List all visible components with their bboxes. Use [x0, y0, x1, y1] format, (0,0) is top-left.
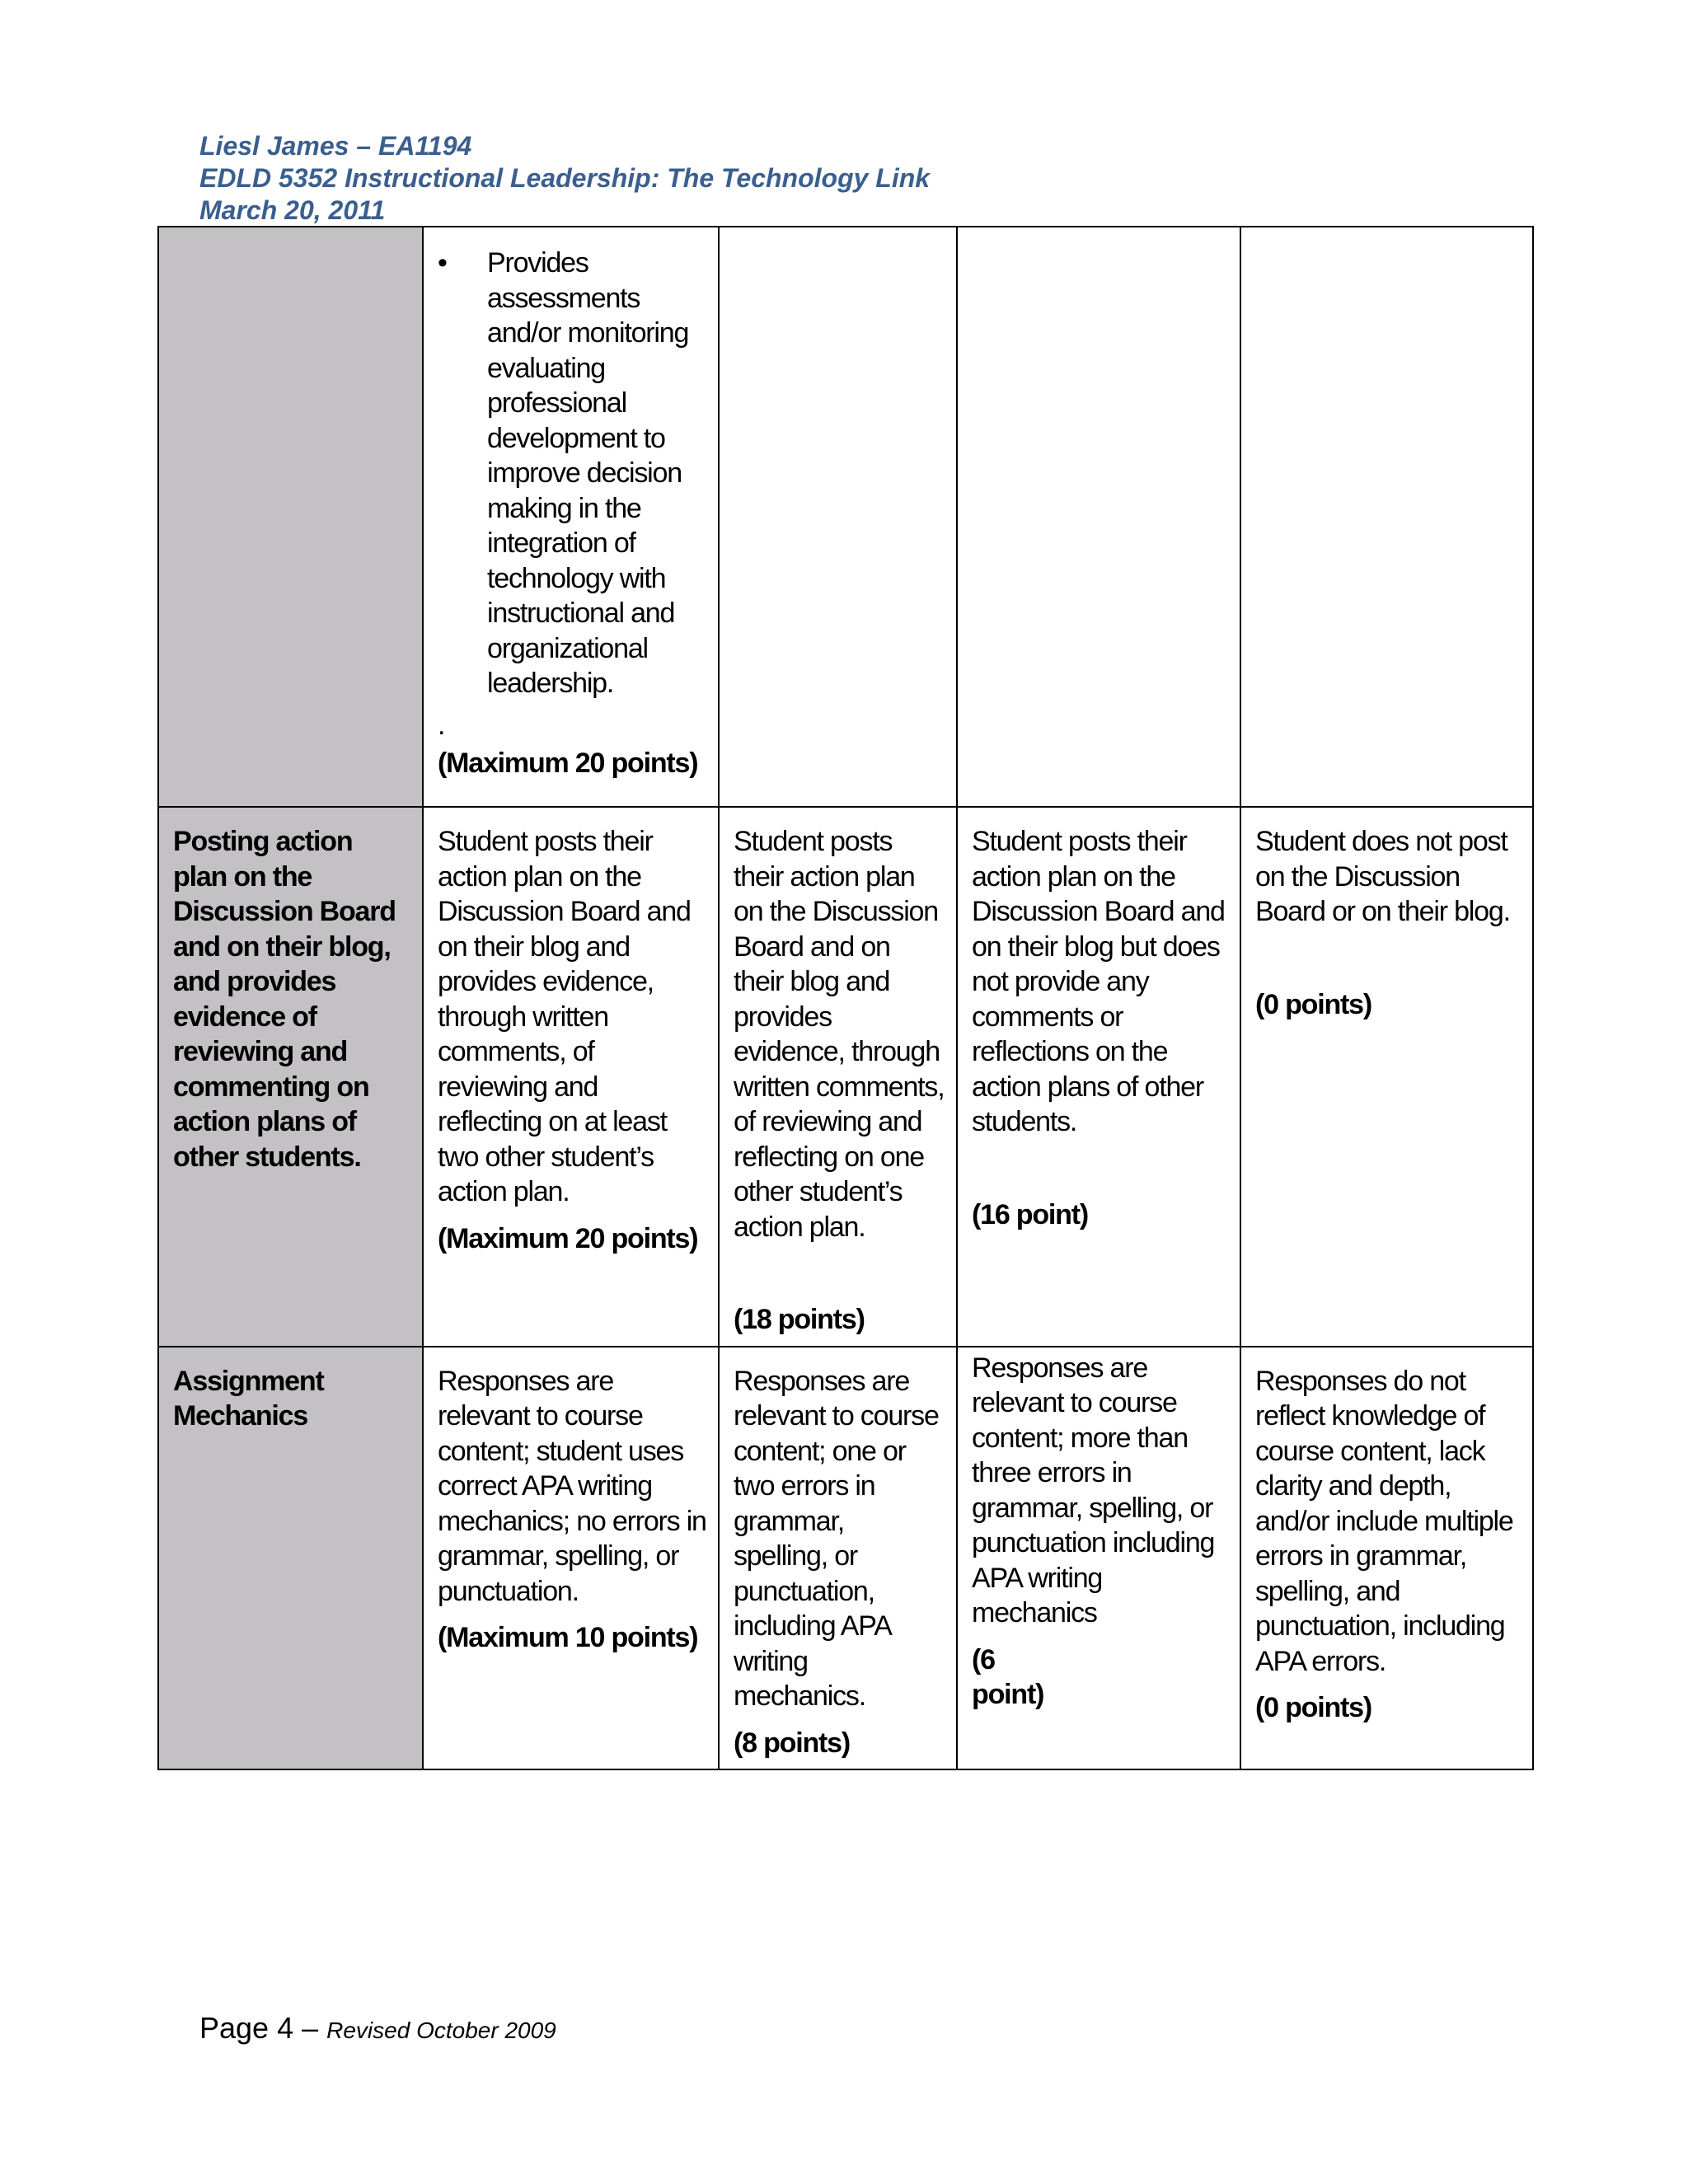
rubric-cell: [719, 807, 957, 1347]
bullet-item: [424, 227, 718, 701]
cell-text: Student posts their action plan on the Discussion Board and on their blog and provides evidence, through written comments, of reviewing and reflecting on at least two other student’s action plan.: [438, 826, 691, 1207]
header-author: Liesl James – EA1194: [199, 131, 472, 161]
points-label: (16 point): [972, 1198, 1088, 1230]
cell-text: Responses are relevant to course content; more than three errors in grammar, spelling, or punctuation including APA writing mechanics: [972, 1352, 1215, 1629]
cell-text: Responses do not reflect knowledge of course content, lack clarity and depth, and/or include multiple errors in grammar, spelling, and punctuation, including APA errors.: [1255, 1365, 1513, 1677]
points-label: (8 points): [734, 1727, 850, 1759]
rubric-cell: [423, 227, 719, 807]
criterion-cell: [158, 227, 423, 807]
cell-text: [958, 227, 1240, 252]
rubric-table: [157, 226, 1534, 1770]
rubric-cell: [719, 227, 957, 807]
rubric-cell: [719, 1347, 957, 1770]
revision-note: Revised October 2009: [326, 2018, 556, 2043]
document-header: [199, 130, 930, 227]
points-label: (Maximum 20 points): [438, 747, 698, 779]
header-date: March 20, 2011: [199, 195, 386, 225]
rubric-cell: [957, 227, 1240, 807]
cell-text: Student does not post on the Discussion Board or on their blog.: [1255, 826, 1510, 927]
points-label: (Maximum 10 points): [438, 1622, 698, 1653]
points-label: (0 points): [1255, 1692, 1372, 1723]
criterion-text: Posting action plan on the Discussion Board and on their blog, and provides evidence of reviewing and commenting on action plans of other students.: [173, 826, 396, 1173]
header-course: EDLD 5352 Instructional Leadership: The Technology Link: [199, 163, 931, 193]
rubric-cell: [1240, 1347, 1533, 1770]
table-row: [158, 807, 1533, 1347]
rubric-cell: [423, 807, 719, 1347]
rubric-cell: [957, 1347, 1240, 1770]
cell-text: Student posts their action plan on the Discussion Board and on their blog but does not provide any comments or reflections on the action plans of other students.: [972, 826, 1225, 1137]
rubric-cell: [423, 1347, 719, 1770]
rubric-cell: [1240, 227, 1533, 807]
criterion-cell: [158, 1347, 423, 1770]
cell-text: [1241, 227, 1532, 252]
cell-text: Responses are relevant to course content; student uses correct APA writing mechanics; no errors in grammar, spelling, or punctuation.: [438, 1365, 706, 1607]
bullet-text: Provides assessments and/or monitoring evaluating professional development to improve decision making in the integration of technology with instructional and organizational leadership.: [487, 247, 689, 699]
cell-text: Responses are relevant to course content; one or two errors in grammar, spelling, or punctuation, including APA writing mechanics.: [734, 1365, 939, 1712]
points-label: (18 points): [734, 1304, 865, 1335]
page-number: Page 4 –: [199, 2011, 327, 2045]
rubric-cell: [957, 807, 1240, 1347]
bullet-icon: •: [438, 247, 447, 279]
page-footer: [199, 2011, 556, 2046]
rubric-cell: [1240, 807, 1533, 1347]
points-label: (0 points): [1255, 988, 1372, 1020]
criterion-text: [159, 227, 422, 252]
table-row: [158, 227, 1533, 807]
criterion-cell: [158, 807, 423, 1347]
points-label: (6 point): [972, 1643, 1044, 1710]
stray-period: .: [438, 709, 445, 741]
cell-text: [720, 227, 956, 252]
criterion-text: Assignment Mechanics: [173, 1365, 324, 1432]
cell-text: Student posts their action plan on the Discussion Board and on their blog and provides evidence, through written comments, of reviewing and reflecting on one other student’s action plan.: [734, 826, 945, 1243]
table-row: [158, 1347, 1533, 1770]
points-label: (Maximum 20 points): [438, 1222, 698, 1254]
